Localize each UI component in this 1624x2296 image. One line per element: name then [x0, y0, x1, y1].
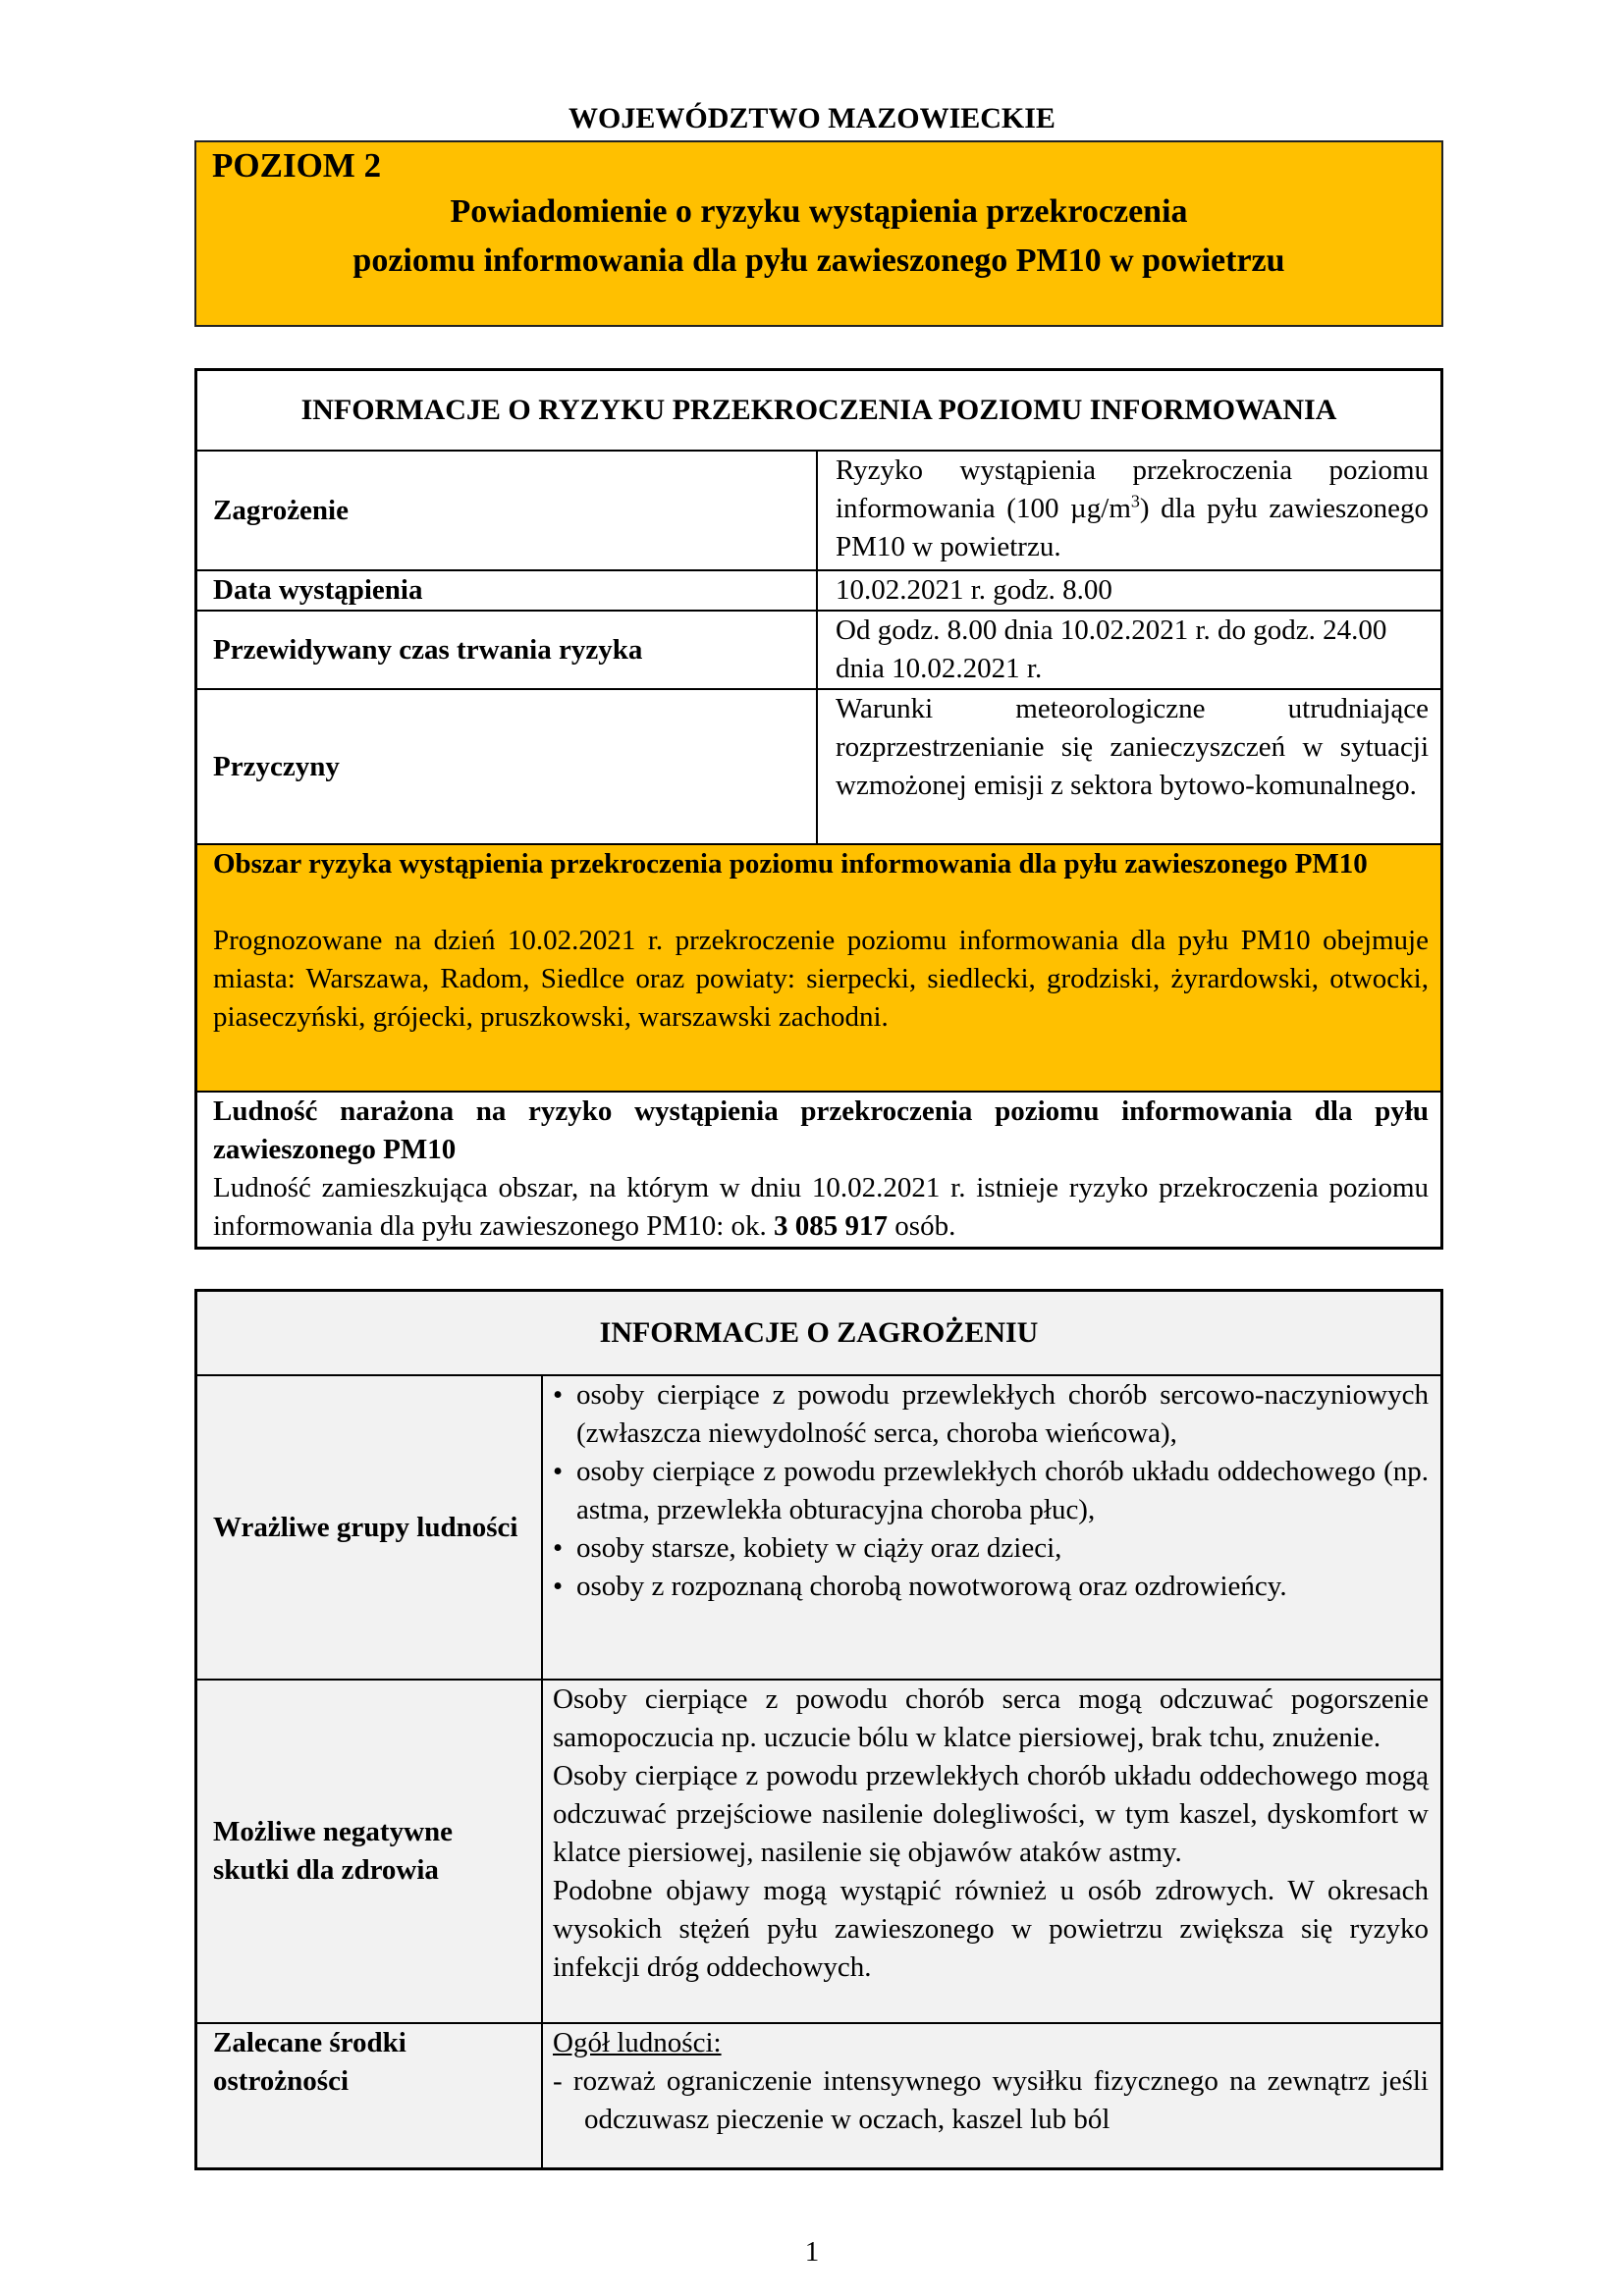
sensitive-groups-label: Wrażliwe grupy ludności [213, 1511, 518, 1543]
effects-paragraph: Osoby cierpiące z powodu chorób serca mogą odczuwać pogorszenie samopoczucia np. uczucie bólu w klatce piersiowej, brak tchu, znużenie. [553, 1683, 1429, 1753]
precautions-item: - rozważ ograniczenie intensywnego wysiłku fizycznego na zewnątrz jeśli odczuwasz pieczenie w oczach, kaszel lub ból [553, 2065, 1429, 2135]
list-item: • osoby cierpiące z powodu przewlekłych chorób układu oddechowego (np. astma, przewlekła obturacyjna choroba płuc), [553, 1456, 1429, 1525]
threat-info-table [194, 1289, 1443, 2170]
precautions-text [553, 2024, 1429, 2139]
region-title: WOJEWÓDZTWO MAZOWIECKIE [568, 102, 1056, 134]
causes-label: Przyczyny [213, 750, 340, 782]
health-effects-text [553, 1681, 1429, 1987]
effects-paragraph: Osoby cierpiące z powodu przewlekłych chorób układu oddechowego mogą odczuwać przejściowe nasilenie dolegliwości, w tym kaszel, dyskomfort w klatce piersiowej, nasilenie się objawów ataków astmy. [553, 1760, 1429, 1868]
effects-paragraph: Podobne objawy mogą wystąpić również u osób zdrowych. W okresach wysokich stężeń pyłu zawieszonego w powietrzu zwiększa się ryzyko infekcji dróg oddechowych. [553, 1875, 1429, 1983]
list-item: • osoby z rozpoznaną chorobą nowotworową oraz ozdrowieńcy. [553, 1571, 1287, 1602]
date-label: Data wystąpienia [213, 574, 423, 606]
level-label: POZIOM 2 [212, 146, 382, 185]
banner-title-line1: Powiadomienie o ryzyku wystąpienia przekroczenia [450, 193, 1188, 230]
threat-value: Ryzyko wystąpienia przekroczenia poziomu informowania (100 $\mu g/m^3$) dla pyłu zawieszonego PM10 w powietrzu. [836, 454, 1429, 562]
precautions-subheading: Ogół ludności: [553, 2027, 722, 2058]
precautions-label: Zalecane środki ostrożności [213, 2027, 406, 2097]
list-item: • osoby starsze, kobiety w ciąży oraz dzieci, [553, 1532, 1062, 1564]
population-text: Ludność zamieszkująca obszar, na którym w dniu 10.02.2021 r. istnieje ryzyko przekroczenia poziomu informowania dla pyłu zawieszonego PM10: ok. 3 085 917 osób. [213, 1172, 1429, 1242]
area-title: Obszar ryzyka wystąpienia przekroczenia poziomu informowania dla pyłu zawieszonego PM10 [213, 848, 1368, 880]
population-title: Ludność narażona na ryzyko wystąpienia przekroczenia poziomu informowania dla pyłu zawieszonego PM10 [213, 1095, 1429, 1165]
health-effects-label: Możliwe negatywne skutki dla zdrowia [213, 1816, 454, 1886]
threat-label: Zagrożenie [213, 494, 349, 526]
page-number: 1 [804, 2236, 820, 2268]
list-item: • osoby cierpiące z powodu przewlekłych chorób sercowo-naczyniowych (zwłaszcza niewydolność serca, choroba wieńcowa), [553, 1379, 1429, 1449]
risk-table-header: INFORMACJE O RYZYKU PRZEKROCZENIA POZIOMU INFORMOWANIA [300, 394, 1337, 426]
population-count: 3 085 917 [774, 1210, 889, 1242]
area-text: Prognozowane na dzień 10.02.2021 r. przekroczenie poziomu informowania dla pyłu PM10 obejmuje miasta: Warszawa, Radom, Siedlce oraz powiaty: sierpecki, siedlecki, grodziski, żyrardowski, otwocki, piaseczyński, grójecki, pruszkowski, warszawski zachodni. [213, 925, 1429, 1033]
level-banner [194, 140, 1443, 327]
area-section [197, 845, 1440, 1091]
banner-title-line2: poziomu informowania dla pyłu zawieszonego PM10 w powietrzu [352, 242, 1285, 279]
population-section [213, 1093, 1429, 1246]
causes-value: Warunki meteorologiczne utrudniające rozprzestrzenianie się zanieczyszczeń w sytuacji wzmożonej emisji z sektora bytowo-komunalnego. [836, 693, 1429, 801]
threat-table-header: INFORMACJE O ZAGROŻENIU [197, 1292, 1440, 1374]
risk-info-table [194, 368, 1443, 1250]
duration-label: Przewidywany czas trwania ryzyka [213, 633, 643, 666]
sensitive-groups-list [553, 1376, 1429, 1606]
date-value: 10.02.2021 r. godz. 8.00 [836, 574, 1112, 606]
duration-value: Od godz. 8.00 dnia 10.02.2021 r. do godz. 24.00 dnia 10.02.2021 r. [836, 614, 1387, 684]
